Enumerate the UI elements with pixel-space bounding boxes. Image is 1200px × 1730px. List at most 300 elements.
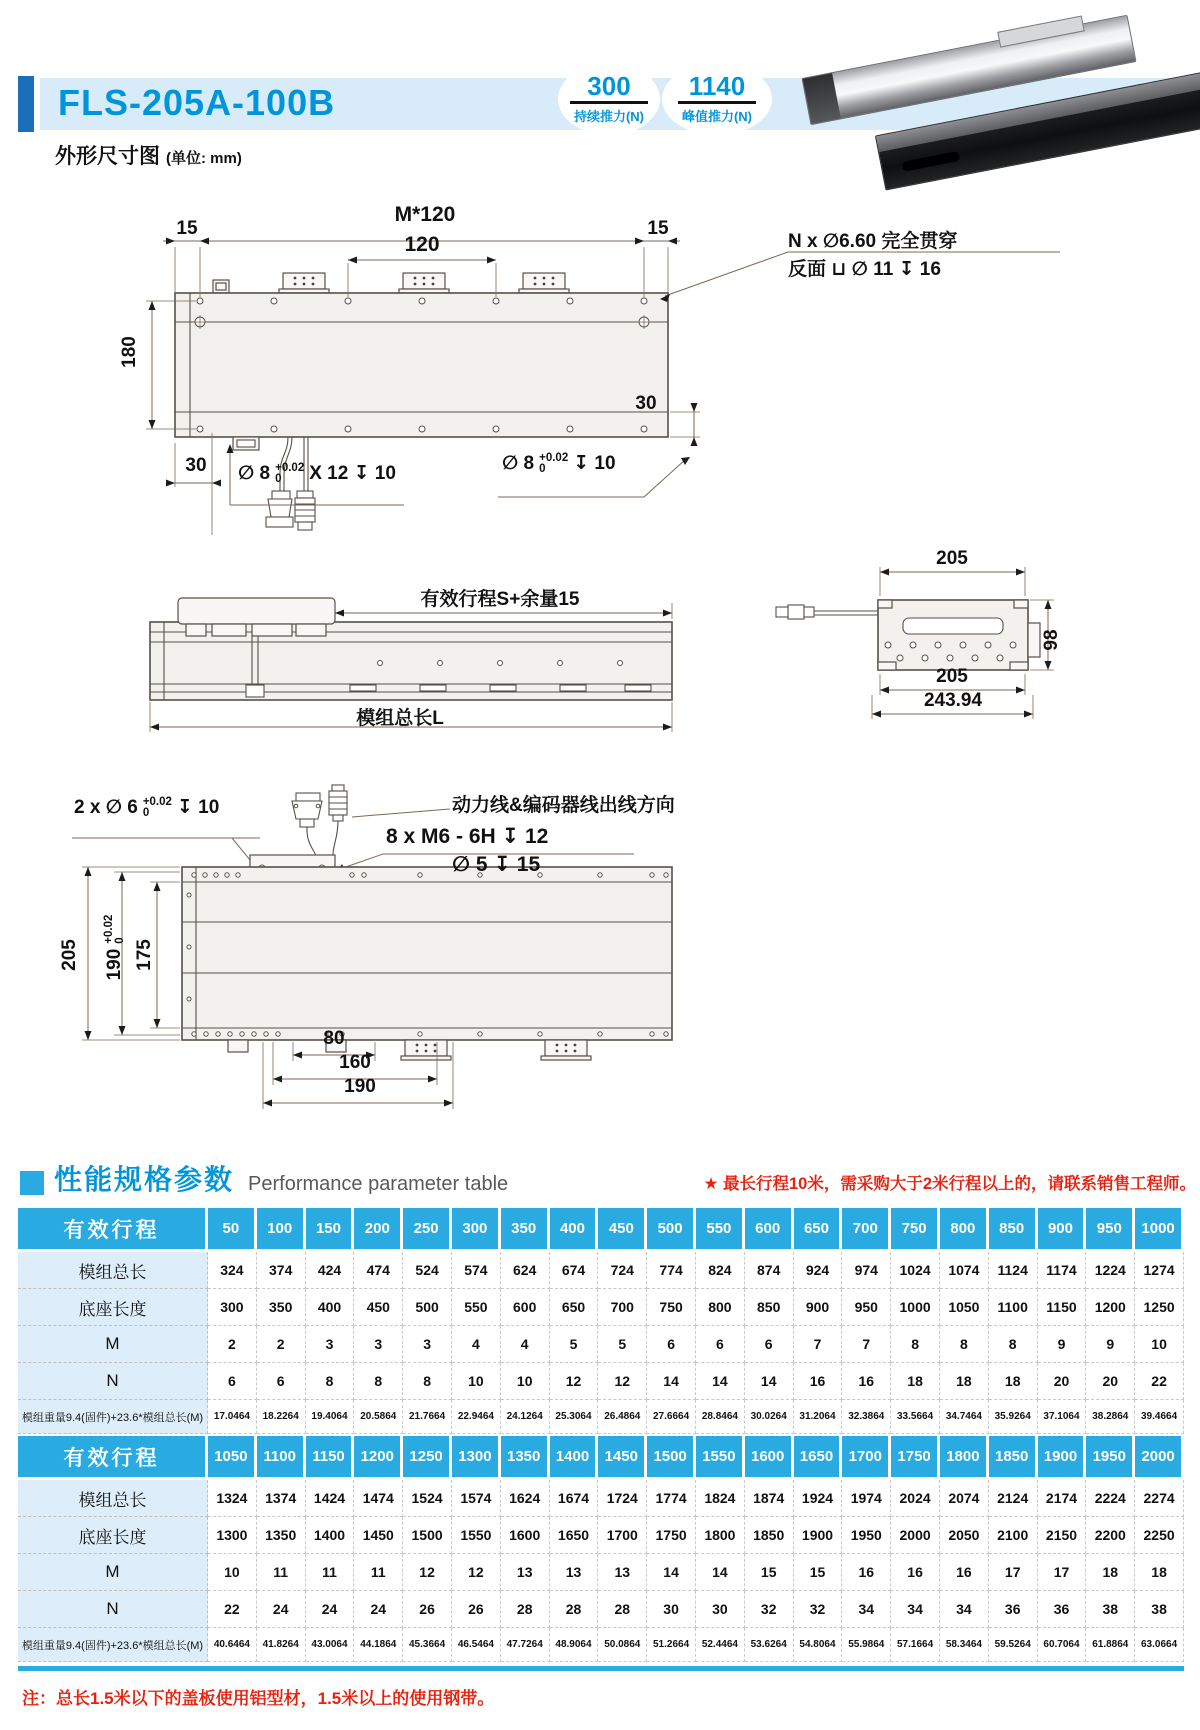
cell-value: 8: [989, 1326, 1038, 1363]
drawing-section-title: [55, 140, 242, 170]
cell-value: 11: [257, 1554, 306, 1591]
column-header: 1450: [598, 1436, 647, 1480]
callout-prefix: ∅ 8: [238, 463, 271, 484]
cell-value: 1700: [598, 1517, 647, 1554]
cell-value: 41.8264: [257, 1628, 306, 1662]
cell-value: 17: [1038, 1554, 1087, 1591]
column-header: 600: [745, 1208, 794, 1252]
cell-value: 28: [501, 1591, 550, 1628]
badge-divider: [570, 101, 648, 104]
tolerance-stack: [275, 463, 304, 485]
cell-value: 850: [745, 1289, 794, 1326]
peak-thrust-label: 峰值推力(N): [681, 108, 753, 124]
cell-value: 3: [403, 1326, 452, 1363]
tol-zero: 0: [275, 472, 282, 485]
hole-callout-line1: N x ∅6.60 完全贯穿: [788, 231, 958, 252]
cell-value: 2100: [989, 1517, 1038, 1554]
column-header: 1800: [940, 1436, 989, 1480]
row-label: 底座长度: [18, 1517, 208, 1554]
cell-value: 374: [257, 1252, 306, 1289]
dim-label-243: 243.94: [923, 690, 983, 711]
cell-value: 474: [354, 1252, 403, 1289]
cell-value: 6: [745, 1326, 794, 1363]
cell-value: 22: [1135, 1363, 1184, 1400]
cell-value: 2050: [940, 1517, 989, 1554]
row-label: N: [18, 1363, 208, 1400]
tol-plus: +0.02: [275, 461, 305, 474]
cell-value: 574: [452, 1252, 501, 1289]
tol-plus: +0.02: [142, 795, 172, 808]
cell-value: 31.2064: [794, 1400, 843, 1434]
tol-plus: +0.02: [539, 451, 569, 464]
section-title-en: Performance parameter table: [248, 1173, 509, 1195]
cell-value: 18.2264: [257, 1400, 306, 1434]
dim-label-120: 120: [404, 233, 440, 256]
cell-value: 12: [452, 1554, 501, 1591]
cell-value: 1300: [208, 1517, 257, 1554]
cell-value: 8: [403, 1363, 452, 1400]
cell-value: 36: [989, 1591, 1038, 1628]
dim-label-205-bottom: 205: [936, 666, 968, 687]
cell-value: 650: [550, 1289, 599, 1326]
drawing-title-text: 外形尺寸图: [55, 145, 160, 168]
cell-value: 1350: [257, 1517, 306, 1554]
cell-value: 1324: [208, 1480, 257, 1517]
column-header: 1200: [354, 1436, 403, 1480]
cell-value: 8: [306, 1363, 355, 1400]
column-header: 1300: [452, 1436, 501, 1480]
cell-value: 724: [598, 1252, 647, 1289]
cell-value: 28: [598, 1591, 647, 1628]
cell-value: 1074: [940, 1252, 989, 1289]
callout-suffix: X 12 ↧ 10: [309, 463, 396, 484]
cell-value: 774: [647, 1252, 696, 1289]
cell-value: 21.7664: [403, 1400, 452, 1434]
cell-value: 10: [501, 1363, 550, 1400]
cell-value: 1600: [501, 1517, 550, 1554]
cell-value: 6: [208, 1363, 257, 1400]
cell-value: 6: [257, 1363, 306, 1400]
cell-value: 14: [647, 1363, 696, 1400]
column-header: 150: [306, 1208, 355, 1252]
cell-value: 22.9464: [452, 1400, 501, 1434]
cell-value: 2174: [1038, 1480, 1087, 1517]
cell-value: 34.7464: [940, 1400, 989, 1434]
cell-value: 1224: [1086, 1252, 1135, 1289]
cell-value: 750: [647, 1289, 696, 1326]
cell-value: 63.0664: [1135, 1628, 1184, 1662]
cell-value: 1100: [989, 1289, 1038, 1326]
cell-value: 13: [501, 1554, 550, 1591]
cell-value: 1624: [501, 1480, 550, 1517]
cell-value: 874: [745, 1252, 794, 1289]
section-title-cn: 性能规格参数: [54, 1164, 235, 1195]
cell-value: 15: [745, 1554, 794, 1591]
cell-value: 50.0864: [598, 1628, 647, 1662]
cell-value: 1824: [696, 1480, 745, 1517]
column-header: 1600: [745, 1436, 794, 1480]
cell-value: 524: [403, 1252, 452, 1289]
cell-value: 34: [891, 1591, 940, 1628]
column-header: 1900: [1038, 1436, 1087, 1480]
hole-callout-line2: 反面 ⊔ ∅ 11 ↧ 16: [788, 259, 941, 280]
stroke-warning-note: ★ 最长行程10米，需采购大于2米行程以上的，请联系销售工程师。: [703, 1175, 1196, 1193]
tol-plus: +0.02: [102, 914, 115, 944]
thread-callout: 8 x M6 - 6H ↧ 12: [386, 825, 549, 848]
column-header: 1700: [842, 1436, 891, 1480]
cell-value: 34: [842, 1591, 891, 1628]
thrust-badge-peak: [662, 63, 772, 135]
cell-value: 11: [354, 1554, 403, 1591]
cell-value: 52.4464: [696, 1628, 745, 1662]
cell-value: 1174: [1038, 1252, 1087, 1289]
tolerance-stack: [539, 453, 568, 475]
cell-value: 10: [1135, 1326, 1184, 1363]
cell-value: 24: [354, 1591, 403, 1628]
cell-value: 674: [550, 1252, 599, 1289]
tol-zero: 0: [113, 937, 126, 944]
cell-value: 37.1064: [1038, 1400, 1087, 1434]
tol-zero: 0: [142, 806, 150, 819]
cell-value: 32.3864: [842, 1400, 891, 1434]
cell-value: 15: [794, 1554, 843, 1591]
dim-label-15-right: 15: [647, 218, 669, 239]
cell-value: 950: [842, 1289, 891, 1326]
cell-value: 30: [696, 1591, 745, 1628]
dim-value: 190: [104, 948, 126, 981]
product-photo: [795, 0, 1200, 190]
cell-value: 34: [940, 1591, 989, 1628]
callout-suffix: ↧ 10: [573, 453, 616, 474]
cell-value: 24: [257, 1591, 306, 1628]
cable-direction-note: 动力线&编码器线出线方向: [452, 795, 675, 816]
tolerance-stack: [104, 915, 126, 944]
cell-value: 8: [354, 1363, 403, 1400]
cell-value: 400: [306, 1289, 355, 1326]
row-label: 模组总长: [18, 1480, 208, 1517]
hole-callout-pin-right: [502, 452, 616, 475]
cell-value: 924: [794, 1252, 843, 1289]
cell-value: 4: [452, 1326, 501, 1363]
performance-section-header: [20, 1158, 1196, 1198]
cell-value: 16: [940, 1554, 989, 1591]
cell-value: 10: [208, 1554, 257, 1591]
column-header: 1850: [989, 1436, 1038, 1480]
cell-value: 18: [940, 1363, 989, 1400]
cell-value: 33.5664: [891, 1400, 940, 1434]
cell-value: 11: [306, 1554, 355, 1591]
dim-label-m120: M*120: [394, 203, 456, 226]
cell-value: 1574: [452, 1480, 501, 1517]
cell-value: 2250: [1135, 1517, 1184, 1554]
cell-value: 1050: [940, 1289, 989, 1326]
cell-value: 1200: [1086, 1289, 1135, 1326]
dim-label-bv-80: 80: [323, 1028, 345, 1049]
cell-value: 6: [696, 1326, 745, 1363]
peak-thrust-value: 1140: [688, 71, 746, 102]
cell-value: 61.8864: [1086, 1628, 1135, 1662]
column-header: 450: [598, 1208, 647, 1252]
dim-label-180: 180: [119, 336, 140, 368]
column-header: 650: [794, 1208, 843, 1252]
cell-value: 18: [891, 1363, 940, 1400]
cell-value: 38.2864: [1086, 1400, 1135, 1434]
row-label: 模组总长: [18, 1252, 208, 1289]
cell-value: 47.7264: [501, 1628, 550, 1662]
cell-value: 1774: [647, 1480, 696, 1517]
cell-value: 900: [794, 1289, 843, 1326]
cell-value: 3: [306, 1326, 355, 1363]
hole-callout-pin-left: [238, 462, 396, 485]
cell-value: 1500: [403, 1517, 452, 1554]
table-bottom-rule: [18, 1666, 1184, 1671]
cell-value: 1550: [452, 1517, 501, 1554]
cell-value: 53.6264: [745, 1628, 794, 1662]
cell-value: 27.6664: [647, 1400, 696, 1434]
column-header: 1350: [501, 1436, 550, 1480]
column-header: 800: [940, 1208, 989, 1252]
module-slider: [997, 16, 1084, 48]
row-label: M: [18, 1554, 208, 1591]
cell-value: 1800: [696, 1517, 745, 1554]
cell-value: 22: [208, 1591, 257, 1628]
cell-value: 54.8064: [794, 1628, 843, 1662]
cell-value: 1650: [550, 1517, 599, 1554]
cell-value: 9: [1086, 1326, 1135, 1363]
cell-value: 20.5864: [354, 1400, 403, 1434]
cell-value: 2: [257, 1326, 306, 1363]
cell-value: 25.3064: [550, 1400, 599, 1434]
cell-value: 4: [501, 1326, 550, 1363]
cell-value: 624: [501, 1252, 550, 1289]
column-header: 1550: [696, 1436, 745, 1480]
column-header: 100: [257, 1208, 306, 1252]
thread-callout-2: ∅ 5 ↧ 15: [452, 853, 541, 876]
cell-value: 1524: [403, 1480, 452, 1517]
cell-value: 14: [696, 1363, 745, 1400]
tol-zero: 0: [539, 462, 546, 475]
cell-value: 1274: [1135, 1252, 1184, 1289]
section-square-icon: [20, 1171, 44, 1195]
cell-value: 800: [696, 1289, 745, 1326]
cell-value: 1474: [354, 1480, 403, 1517]
cell-value: 26.4864: [598, 1400, 647, 1434]
cell-value: 450: [354, 1289, 403, 1326]
cell-value: 18: [1086, 1554, 1135, 1591]
cell-value: 32: [745, 1591, 794, 1628]
column-header: 1100: [257, 1436, 306, 1480]
cell-value: 58.3464: [940, 1628, 989, 1662]
cell-value: 8: [940, 1326, 989, 1363]
cell-value: 14: [745, 1363, 794, 1400]
callout-prefix: ∅ 8: [502, 453, 535, 474]
cell-value: 38: [1135, 1591, 1184, 1628]
column-header: 400: [550, 1208, 599, 1252]
cell-value: 20: [1086, 1363, 1135, 1400]
cell-value: 10: [452, 1363, 501, 1400]
cell-value: 30.0264: [745, 1400, 794, 1434]
cell-value: 18: [1135, 1554, 1184, 1591]
tolerance-stack: [143, 797, 172, 819]
cell-value: 45.3664: [403, 1628, 452, 1662]
cell-value: 1250: [1135, 1289, 1184, 1326]
cell-value: 16: [842, 1363, 891, 1400]
cell-value: 24: [306, 1591, 355, 1628]
column-header: 1000: [1135, 1208, 1184, 1252]
column-header: 950: [1086, 1208, 1135, 1252]
column-header: 有效行程: [18, 1208, 208, 1252]
cell-value: 13: [598, 1554, 647, 1591]
thrust-badge-continuous: [558, 63, 660, 135]
cell-value: 2074: [940, 1480, 989, 1517]
drawing-unit-text: (单位: mm): [166, 150, 242, 167]
dim-label-total-length: 模组总长L: [356, 708, 444, 729]
module-end-cap: [803, 73, 841, 124]
column-header: 50: [208, 1208, 257, 1252]
cell-value: 12: [550, 1363, 599, 1400]
page-title: FLS-205A-100B: [58, 82, 336, 123]
cell-value: 5: [550, 1326, 599, 1363]
cell-value: 2024: [891, 1480, 940, 1517]
cell-value: 424: [306, 1252, 355, 1289]
badge-divider: [678, 101, 756, 104]
cell-value: 550: [452, 1289, 501, 1326]
dim-label-stroke: 有效行程S+余量15: [420, 589, 580, 610]
cell-value: 1850: [745, 1517, 794, 1554]
cell-value: 1400: [306, 1517, 355, 1554]
dim-label-bv-175: 175: [134, 939, 155, 971]
cell-value: 1024: [891, 1252, 940, 1289]
continuous-thrust-value: 300: [587, 71, 631, 102]
cell-value: 1950: [842, 1517, 891, 1554]
title-accent-bar: [18, 76, 34, 132]
column-header: 1050: [208, 1436, 257, 1480]
column-header: 1150: [306, 1436, 355, 1480]
pin-hole-callout: [74, 796, 219, 819]
row-label: M: [18, 1326, 208, 1363]
cell-value: 824: [696, 1252, 745, 1289]
cell-value: 12: [403, 1554, 452, 1591]
cell-value: 1874: [745, 1480, 794, 1517]
column-header: 1950: [1086, 1436, 1135, 1480]
cell-value: 1900: [794, 1517, 843, 1554]
cell-value: 46.5464: [452, 1628, 501, 1662]
cell-value: 1450: [354, 1517, 403, 1554]
dim-label-bv-190: 190: [344, 1076, 376, 1097]
cell-value: 30: [647, 1591, 696, 1628]
cell-value: 18: [989, 1363, 1038, 1400]
column-header: 1250: [403, 1436, 452, 1480]
cell-value: 7: [794, 1326, 843, 1363]
column-header: 1400: [550, 1436, 599, 1480]
cell-value: 28: [550, 1591, 599, 1628]
row-label: 底座长度: [18, 1289, 208, 1326]
cell-value: 16: [842, 1554, 891, 1591]
cell-value: 1924: [794, 1480, 843, 1517]
cell-value: 1974: [842, 1480, 891, 1517]
cell-value: 1424: [306, 1480, 355, 1517]
performance-table-2: [18, 1436, 1184, 1662]
cell-value: 35.9264: [989, 1400, 1038, 1434]
cell-value: 2224: [1086, 1480, 1135, 1517]
cell-value: 324: [208, 1252, 257, 1289]
cell-value: 36: [1038, 1591, 1087, 1628]
dim-label-205-top: 205: [936, 548, 968, 569]
cell-value: 600: [501, 1289, 550, 1326]
column-header: 900: [1038, 1208, 1087, 1252]
cell-value: 8: [891, 1326, 940, 1363]
cell-value: 39.4664: [1135, 1400, 1184, 1434]
cell-value: 28.8464: [696, 1400, 745, 1434]
cell-value: 6: [647, 1326, 696, 1363]
cell-value: 1750: [647, 1517, 696, 1554]
cell-value: 300: [208, 1289, 257, 1326]
dim-label-bv-190-tol: [104, 890, 126, 1000]
cell-value: 24.1264: [501, 1400, 550, 1434]
callout-prefix: 2 x ∅ 6: [74, 797, 138, 818]
dim-label-30-left: 30: [185, 455, 207, 476]
cell-value: 7: [842, 1326, 891, 1363]
continuous-thrust-label: 持续推力(N): [573, 108, 645, 124]
cell-value: 57.1664: [891, 1628, 940, 1662]
performance-table-1: [18, 1208, 1184, 1434]
row-label: 模组重量9.4(固件)+23.6*模组总长(M): [18, 1628, 208, 1662]
cell-value: 55.9864: [842, 1628, 891, 1662]
dim-label-15-left: 15: [176, 218, 198, 239]
cell-value: 48.9064: [550, 1628, 599, 1662]
cell-value: 1374: [257, 1480, 306, 1517]
cell-value: 16: [891, 1554, 940, 1591]
cell-value: 500: [403, 1289, 452, 1326]
column-header: 有效行程: [18, 1436, 208, 1480]
dim-label-98: 98: [1041, 629, 1062, 651]
cell-value: 5: [598, 1326, 647, 1363]
cell-value: 12: [598, 1363, 647, 1400]
column-header: 2000: [1135, 1436, 1184, 1480]
cell-value: 1724: [598, 1480, 647, 1517]
top-view-drawing: [146, 238, 1060, 536]
cell-value: 2000: [891, 1517, 940, 1554]
column-header: 700: [842, 1208, 891, 1252]
cell-value: 2200: [1086, 1517, 1135, 1554]
cell-value: 3: [354, 1326, 403, 1363]
cell-value: 40.6464: [208, 1628, 257, 1662]
cell-value: 20: [1038, 1363, 1087, 1400]
column-header: 350: [501, 1208, 550, 1252]
cell-value: 9: [1038, 1326, 1087, 1363]
column-header: 1650: [794, 1436, 843, 1480]
cell-value: 14: [696, 1554, 745, 1591]
column-header: 250: [403, 1208, 452, 1252]
engineering-drawing: [0, 195, 1200, 1110]
cell-value: 16: [794, 1363, 843, 1400]
cell-value: 2: [208, 1326, 257, 1363]
dim-label-bv-205: 205: [59, 939, 80, 971]
callout-suffix: ↧ 10: [176, 797, 220, 818]
cell-value: 13: [550, 1554, 599, 1591]
cell-value: 2274: [1135, 1480, 1184, 1517]
cell-value: 700: [598, 1289, 647, 1326]
cell-value: 60.7064: [1038, 1628, 1087, 1662]
dim-label-bv-160: 160: [339, 1052, 371, 1073]
column-header: 1500: [647, 1436, 696, 1480]
cell-value: 17: [989, 1554, 1038, 1591]
cell-value: 59.5264: [989, 1628, 1038, 1662]
cover-material-footnote: 注：总长1.5米以下的盖板使用铝型材，1.5米以上的使用钢带。: [22, 1689, 495, 1708]
cell-value: 51.2664: [647, 1628, 696, 1662]
column-header: 550: [696, 1208, 745, 1252]
cell-value: 44.1864: [354, 1628, 403, 1662]
